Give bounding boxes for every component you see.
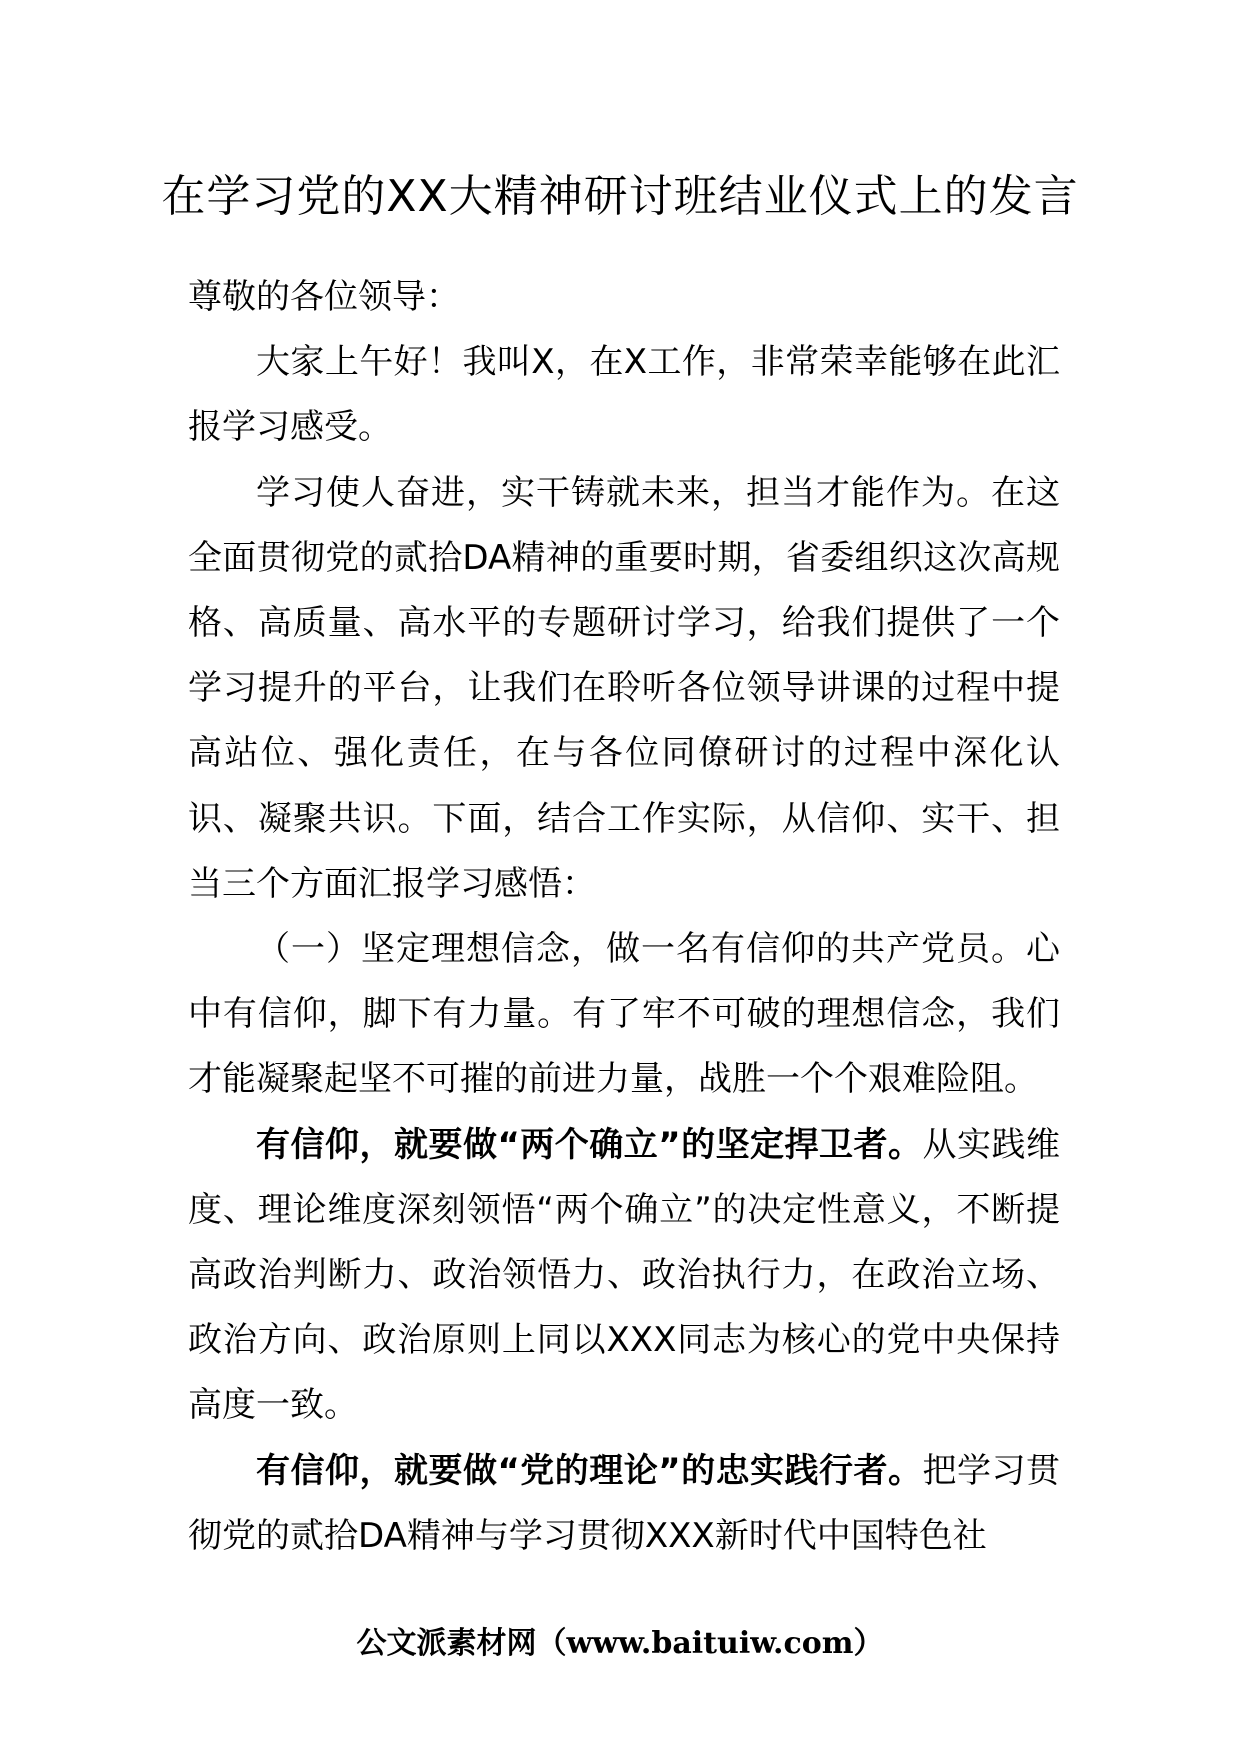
paragraph-text: 从实践维度、理论维度深刻领悟“两个确立”的决定性意义，不断提高政治判断力、政治领悟力、政治执行力，在政治立场、政治方向、政治原则上同以XXX同志为核心的党中央保持高度一致。 xyxy=(188,1124,1060,1426)
paragraph-lead: 有信仰，就要做“两个确立”的坚定捍卫者。 xyxy=(256,1124,923,1165)
paragraph-text: 把学习贯彻党的贰拾DA精神与学习贯彻XXX新时代中国特色社 xyxy=(188,1450,1060,1556)
paragraph-text: 大家上午好！我叫X，在X工作，非常荣幸能够在此汇报学习感受。 xyxy=(188,342,1060,448)
salutation: 尊敬的各位领导： xyxy=(188,277,460,317)
paragraph-text: 学习使人奋进，实干铸就未来，担当才能作为。在这全面贯彻党的贰拾DA精神的重要时期，省委组织这次高规格、高质量、高水平的专题研讨学习，给我们提供了一个学习提升的平台，让我们在聆听各位领导讲课的过程中提高站位、强化责任，在与各位同僚研讨的过程中深化认识、凝聚共识。下面，结合工作实际，从信仰、实干、担当三个方面汇报学习感悟： xyxy=(188,472,1060,904)
document-title: 在学习党的XX大精神研讨班结业仪式上的发言 xyxy=(161,171,1079,222)
document-body xyxy=(188,265,1060,1569)
paragraph-two-establishments xyxy=(188,1113,1060,1439)
paragraph-section-one xyxy=(188,917,1060,1113)
paragraph-lead: 有信仰，就要做“党的理论”的忠实践行者。 xyxy=(256,1450,923,1491)
paragraph-party-theory xyxy=(188,1439,1060,1569)
paragraph-introduction xyxy=(188,461,1060,917)
footer-source: 公文派素材网（www.baituiw.com） xyxy=(356,1626,884,1661)
paragraph-text: （一）坚定理想信念，做一名有信仰的共产党员。心中有信仰，脚下有力量。有了牢不可破的理想信念，我们才能凝聚起坚不可摧的前进力量，战胜一个个艰难险阻。 xyxy=(188,929,1060,1100)
paragraph-greeting xyxy=(188,330,1060,460)
